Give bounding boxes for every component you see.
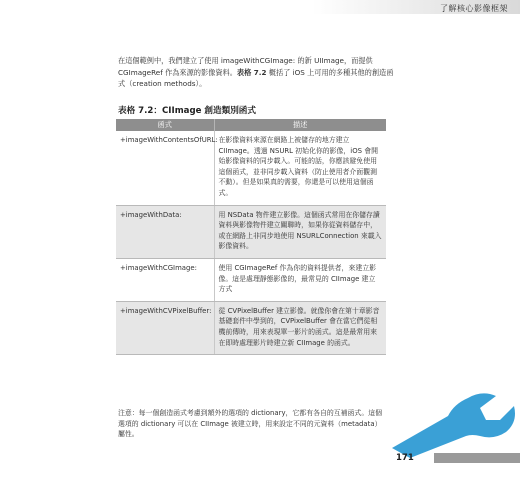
wrench-icon [384,376,520,462]
function-name: +imageWithCVPixelBuffer: [116,301,214,354]
function-description: 在影像資料來源在網路上被儲存的地方建立 CIImage。透過 NSURL 初始化你的影像，iOS 會開始影像資料的同步載入。可能的話，你應該避免使用這個函式，並非同步載入資料（防止使用者介面觀測不動）。但是如果真的需要，你還是可以使用這個函式。 [214,131,386,205]
intro-table-ref: 表格 7.2 [236,67,267,77]
note-paragraph: 注意：每一個創造函式考慮到額外的選項的 dictionary，它都有各自的互補函式。這個選項的 dictionary 可以在 CIImage 被建立時，用來設定不同的元資料（metadata）屬性。 [118,409,382,438]
intro-text-2: 概括了 iOS 上可用的多種其他的創造函式（creation methods）。 [118,67,394,88]
intro-text-1: 在這個範例中，我們建立了使用 imageWithCGImage: 的新 UIImage，而提供 CGImageRef 作為來源的影像資料。 [118,56,373,77]
page-number-bar [434,453,520,463]
function-name: +imageWithContentsOfURL: [116,131,214,205]
table-row [116,258,386,301]
table-row [116,131,386,205]
header-bar [0,0,520,14]
function-description: 用 NSData 物件建立影像。這個函式常用在你儲存讀資料與影像物件建立關聯時，如果你從資料儲存中，或在網路上非同步地使用 NSURLConnection 來載入影像資料。 [214,205,386,258]
table-row [116,205,386,258]
function-name: +imageWithData: [116,205,214,258]
intro-paragraph [118,55,394,90]
function-description: 從 CVPixelBuffer 建立影像。就像你會在第十章影音基礎套件中學到的，CVPixelBuffer 會在當它們從相機前傳時，用來表現單一影片的函式。這是最常用來在即時處理影片時建立新 CIImage 的函式。 [214,301,386,354]
page-number: 171 [396,453,414,463]
column-header-function: 函式 [116,119,214,131]
table-row [116,301,386,354]
table-header-row [116,119,386,131]
function-name: +imageWithCGImage: [116,258,214,301]
column-header-description: 描述 [214,119,386,131]
table-caption: 表格 7.2：CIImage 創造類別函式 [118,106,256,116]
running-head: 了解核心影像框架 [440,4,508,13]
function-description: 使用 CGImageRef 作為你的資料提供者，來建立影像。這是處理靜態影像的，最常見的 CIImage 建立方式 [214,258,386,301]
creation-functions-table [116,119,386,355]
